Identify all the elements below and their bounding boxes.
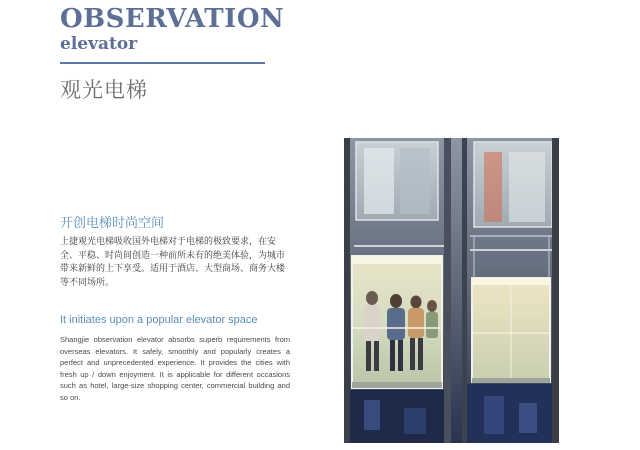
heading-divider — [60, 62, 265, 64]
heading-main: OBSERVATION — [60, 4, 285, 34]
chinese-body: 上捷观光电梯吸收国外电梯对于电梯的极致要求，在安全、平稳、时尚间创造一种前所未有的绝美体验，为城市带来新鲜的上下享受。适用于酒店、大型商场、商务大楼等不同场所。 — [60, 237, 286, 288]
chinese-title: 观光电梯 — [60, 78, 148, 102]
chinese-subtitle: 开创电梯时尚空间 — [60, 216, 165, 231]
english-body: Shangjie observation elevator absorbs superb requirements from overseas elevators. It safely, smoothly and popularly creates a perfect and unprecedented experience. It provides the cities with fresh up / down enjoyment. It is applicable for different occasions such as hotel, large-size shopping center, commercial building and so on. — [60, 335, 290, 402]
english-subtitle: It initiates upon a popular elevator space — [60, 314, 258, 326]
heading-sub: elevator — [60, 34, 138, 54]
elevator-photo — [344, 138, 559, 443]
